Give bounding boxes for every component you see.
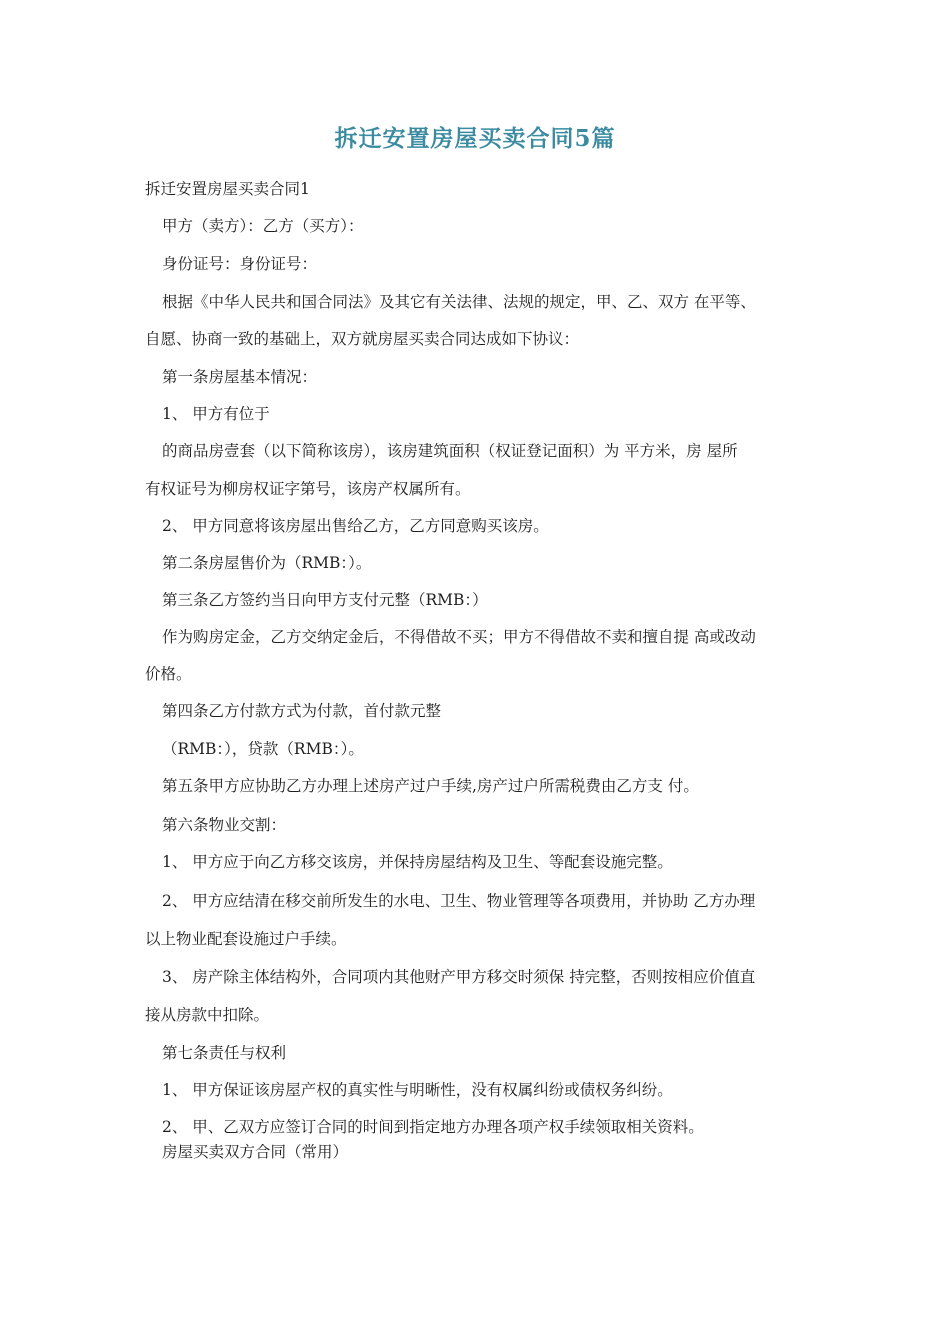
text-line: 2、 甲、乙双方应签订合同的时间到指定地方办理各项产权手续领取相关资料。 — [162, 1118, 704, 1136]
text-line: 房屋买卖双方合同（常用） — [162, 1143, 349, 1161]
text-line: 3、 房产除主体结构外，合同项内其他财产甲方移交时须保 持完整，否则按相应价值直 — [162, 968, 756, 986]
article-heading: 第六条物业交割： — [162, 816, 287, 834]
text-line: 价格。 — [145, 665, 192, 683]
text-line: 1、 甲方应于向乙方移交该房，并保持房屋结构及卫生、等配套设施完整。 — [162, 853, 673, 871]
text-line: 有权证号为柳房权证字第号，该房产权属所有。 — [145, 480, 471, 498]
text-line: 自愿、协商一致的基础上，双方就房屋买卖合同达成如下协议： — [145, 330, 580, 348]
article-heading: 第四条乙方付款方式为付款，首付款元整 — [162, 702, 442, 720]
text-line: 2、 甲方应结清在移交前所发生的水电、卫生、物业管理等各项费用，并协助 乙方办理 — [162, 892, 756, 910]
text-line: 作为购房定金，乙方交纳定金后，不得借故不买；甲方不得借故不卖和擅自提 高或改动 — [162, 628, 756, 646]
text-line: 身份证号：身份证号： — [162, 255, 318, 273]
text-line: 接从房款中扣除。 — [145, 1006, 270, 1024]
article-heading: 第二条房屋售价为（RMB：）。 — [162, 554, 372, 572]
article-heading: 第五条甲方应协助乙方办理上述房产过户手续,房产过户所需税费由乙方支 付。 — [162, 777, 699, 795]
text-line: 1、 甲方保证该房屋产权的真实性与明晰性，没有权属纠纷或债权务纠纷。 — [162, 1081, 673, 1099]
text-line: 根据《中华人民共和国合同法》及其它有关法律、法规的规定，甲、乙、双方 在平等、 — [162, 293, 756, 311]
text-line: 2、 甲方同意将该房屋出售给乙方，乙方同意购买该房。 — [162, 517, 549, 535]
article-heading: 第七条责任与权利 — [162, 1044, 287, 1062]
contract-heading: 拆迁安置房屋买卖合同1 — [145, 180, 310, 198]
document-title: 拆迁安置房屋买卖合同5篇 — [334, 125, 616, 152]
text-line: 1、 甲方有位于 — [162, 405, 270, 423]
text-line: 甲方（卖方）：乙方（买方）： — [162, 217, 364, 235]
article-heading: 第三条乙方签约当日向甲方支付元整（RMB：） — [162, 591, 488, 609]
text-line: （RMB：），贷款（RMB：）。 — [162, 740, 364, 758]
text-line: 的商品房壹套（以下简称该房），该房建筑面积（权证登记面积）为 平方米，房 屋所 — [162, 442, 738, 460]
article-heading: 第一条房屋基本情况： — [162, 368, 318, 386]
text-line: 以上物业配套设施过户手续。 — [145, 930, 347, 948]
